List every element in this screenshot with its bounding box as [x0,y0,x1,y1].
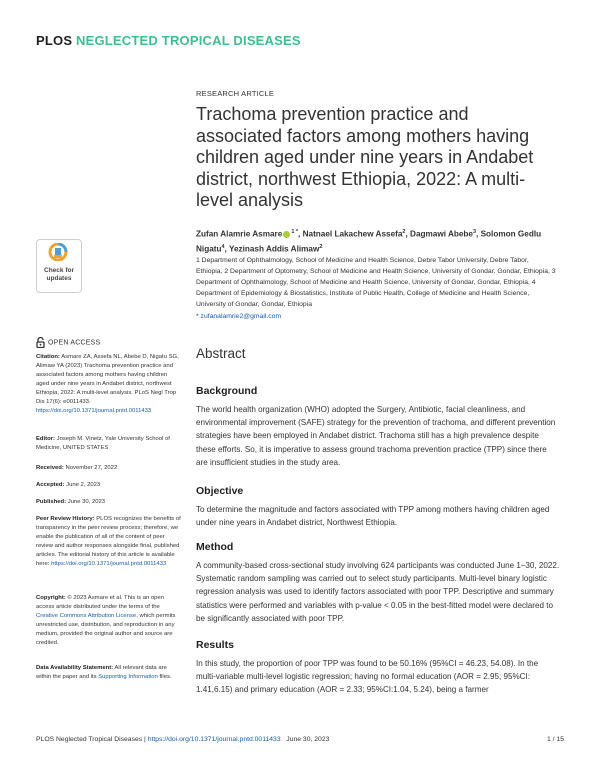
author-name[interactable]: , Yezinash Addis Alimaw [224,244,320,254]
footer-separator: | [142,736,148,743]
page-title: Trachoma prevention practice and associated factors among mothers having children aged under nine years in Andabet district, northwest Ethiopia, 2022: A multi-level analysis [196,104,534,210]
check-updates-line1: Check for [44,267,74,274]
copyright-text: © 2023 Asmare et al. This is an open access article distributed under the terms of the [36,595,164,610]
email-marker: * [196,313,201,320]
copyright-block [36,594,182,648]
author-name[interactable]: Zufan Alamrie Asmare [196,229,283,239]
footer-journal: PLOS Neglected Tropical Diseases [36,736,143,743]
peer-review-label: Peer Review History: [36,516,95,522]
author-superscript: 1 * [291,229,299,235]
results-heading: Results [196,639,234,651]
editor-text: Joseph M. Vinetz, Yale University School of Medicine, UNITED STATES [36,436,170,451]
data-availability-label: Data Availability Statement: [36,665,114,671]
citation-text: Asmare ZA, Assefa NL, Abebe D, Nigatu SG, Alimaw YA (2023) Trachoma prevention practice and associated factors among mothers having children aged under nine years in Andabet district, northwest Ethiopia, 2022: A multi-level analysis. PLoS Negl Trop Dis 17(6): e0011433. [36,354,179,405]
journal-name: NEGLECTED TROPICAL DISEASES [76,33,301,48]
journal-header [36,33,301,48]
objective-heading: Objective [196,485,244,497]
accepted-date: June 2, 2023 [64,482,101,488]
author-name[interactable]: , Solomon Gedlu Nigatu [196,229,542,254]
check-updates-icon [45,243,71,261]
abstract-heading: Abstract [196,346,246,361]
author-superscript: 3 [472,229,477,235]
citation-label: Citation: [36,354,60,360]
citation-block [36,353,182,416]
citation-doi-link[interactable]: https://doi.org/10.1371/journal.pntd.0011433 [36,408,152,414]
page-footer [36,736,564,743]
published-label: Published: [36,499,67,505]
editor-block [36,435,182,453]
results-text: In this study, the proportion of poor TPP was found to be 50.16% (95%CI = 46.23, 54.08). In the multi-variable multi-level logistic regression; having no formal education (AOR = 2.95; 95%CI: 1.41,6.15) and primary education (AOR = 2.33; 95%CI:1.04, 5.24), being a farmer [196,659,539,695]
received-date: November 27, 2022 [63,465,118,471]
background-heading: Background [196,385,258,397]
data-availability-text-end: files. [157,674,172,680]
article-type: RESEARCH ARTICLE [196,89,275,98]
author-name[interactable]: , Natnael Lakachew Assefa [298,229,403,239]
peer-review-text: PLOS recognizes the benefits of transparency in the peer review process; therefore, we enable the publication of all of the content of peer review and author responses alongside final, published articles. The editorial history of this article is available here: [36,516,181,567]
method-text: A community-based cross-sectional study involving 624 participants was conducted June 1–30, 2022. Systematic random sampling was carried out to select study participants. Multi-level binary logistic regression analysis was used to identify factors associated with poor TPP. Descriptive and summary statistics were performed and variables with p-value < 0.05 in the best-fitted model were declared to be significantly associated with poor TPP. [196,561,560,623]
open-access-label [36,337,100,348]
footer-doi-link[interactable]: https://doi.org/10.1371/journal.pntd.0011433 [147,736,281,743]
method-heading: Method [196,541,234,553]
data-availability-text: All relevant data are within the paper and its [36,665,167,680]
objective-text: To determine the magnitude and factors associated with TPP among mothers having children aged under nine years in Andabet district, Northwest Ethiopia. [196,505,550,528]
open-lock-icon [36,337,45,348]
peer-review-block [36,515,182,569]
author-name[interactable]: , Dagmawi Abebe [405,229,473,239]
copyright-text-end: , which permits unrestricted use, distribution, and reproduction in any medium, provided the original author and source are credited. [36,613,176,646]
email-link[interactable]: zufanalamrie2@gmail.com [200,313,282,320]
received-block [36,464,182,473]
author-superscript: 2 [319,243,323,250]
accepted-label: Accepted: [36,482,65,488]
footer-date: June 30, 2023 [286,736,330,743]
check-updates-line2: updates [46,275,72,282]
orcid-icon[interactable] [283,231,290,238]
background-text: The world health organization (WHO) adopted the Surgery, Antibiotic, facial cleanliness, and environmental improvement (SAFE) strategy for the prevention of trachoma, and different prevention strategies have been employed in Andabet district. Trachoma still has a high prevalence despite these efforts. So, it is imperative to assess ground trachoma prevention practice (TPP) since there are insufficient studies in the study area. [196,405,556,467]
peer-review-doi-link[interactable]: https://doi.org/10.1371/journal.pntd.0011433 [51,561,167,567]
affiliations: 1 Department of Ophthalmology, School of Medicine and Health Science, Debre Tabor University, Debre Tabor, Ethiopia, 2 Department of Optometry, School of Medicine and Health Science, University of Gondar, Gondar, Ethiopia, 3 Department of Ophthalmology, School of Medicine and Health Science, University of Gondar, Gondar, Ethiopia, 4 Department of Epidemiology & Biostatistics, Institute of Public Health, College of Medicine and Health Science, University of Gondar, Gondar, Ethiopia [196,257,556,308]
page-number: 1 / 15 [546,736,564,743]
editor-label: Editor: [36,436,55,442]
author-list [196,226,556,255]
received-label: Received: [36,465,64,471]
copyright-label: Copyright: [36,595,66,601]
accepted-block [36,481,182,490]
author-superscript: 2 [402,229,406,235]
author-superscript: 4 [221,243,225,250]
check-updates-label [37,267,81,283]
check-for-updates-badge[interactable] [36,239,82,293]
open-access-text: OPEN ACCESS [48,339,101,347]
published-block [36,498,182,507]
data-availability-block [36,664,182,682]
published-date: June 30, 2023 [66,499,106,505]
supporting-information-link[interactable]: Supporting Information [98,674,158,680]
license-link[interactable]: Creative Commons Attribution License [36,613,137,619]
journal-prefix: PLOS [36,33,73,48]
corresponding-email [196,313,281,320]
